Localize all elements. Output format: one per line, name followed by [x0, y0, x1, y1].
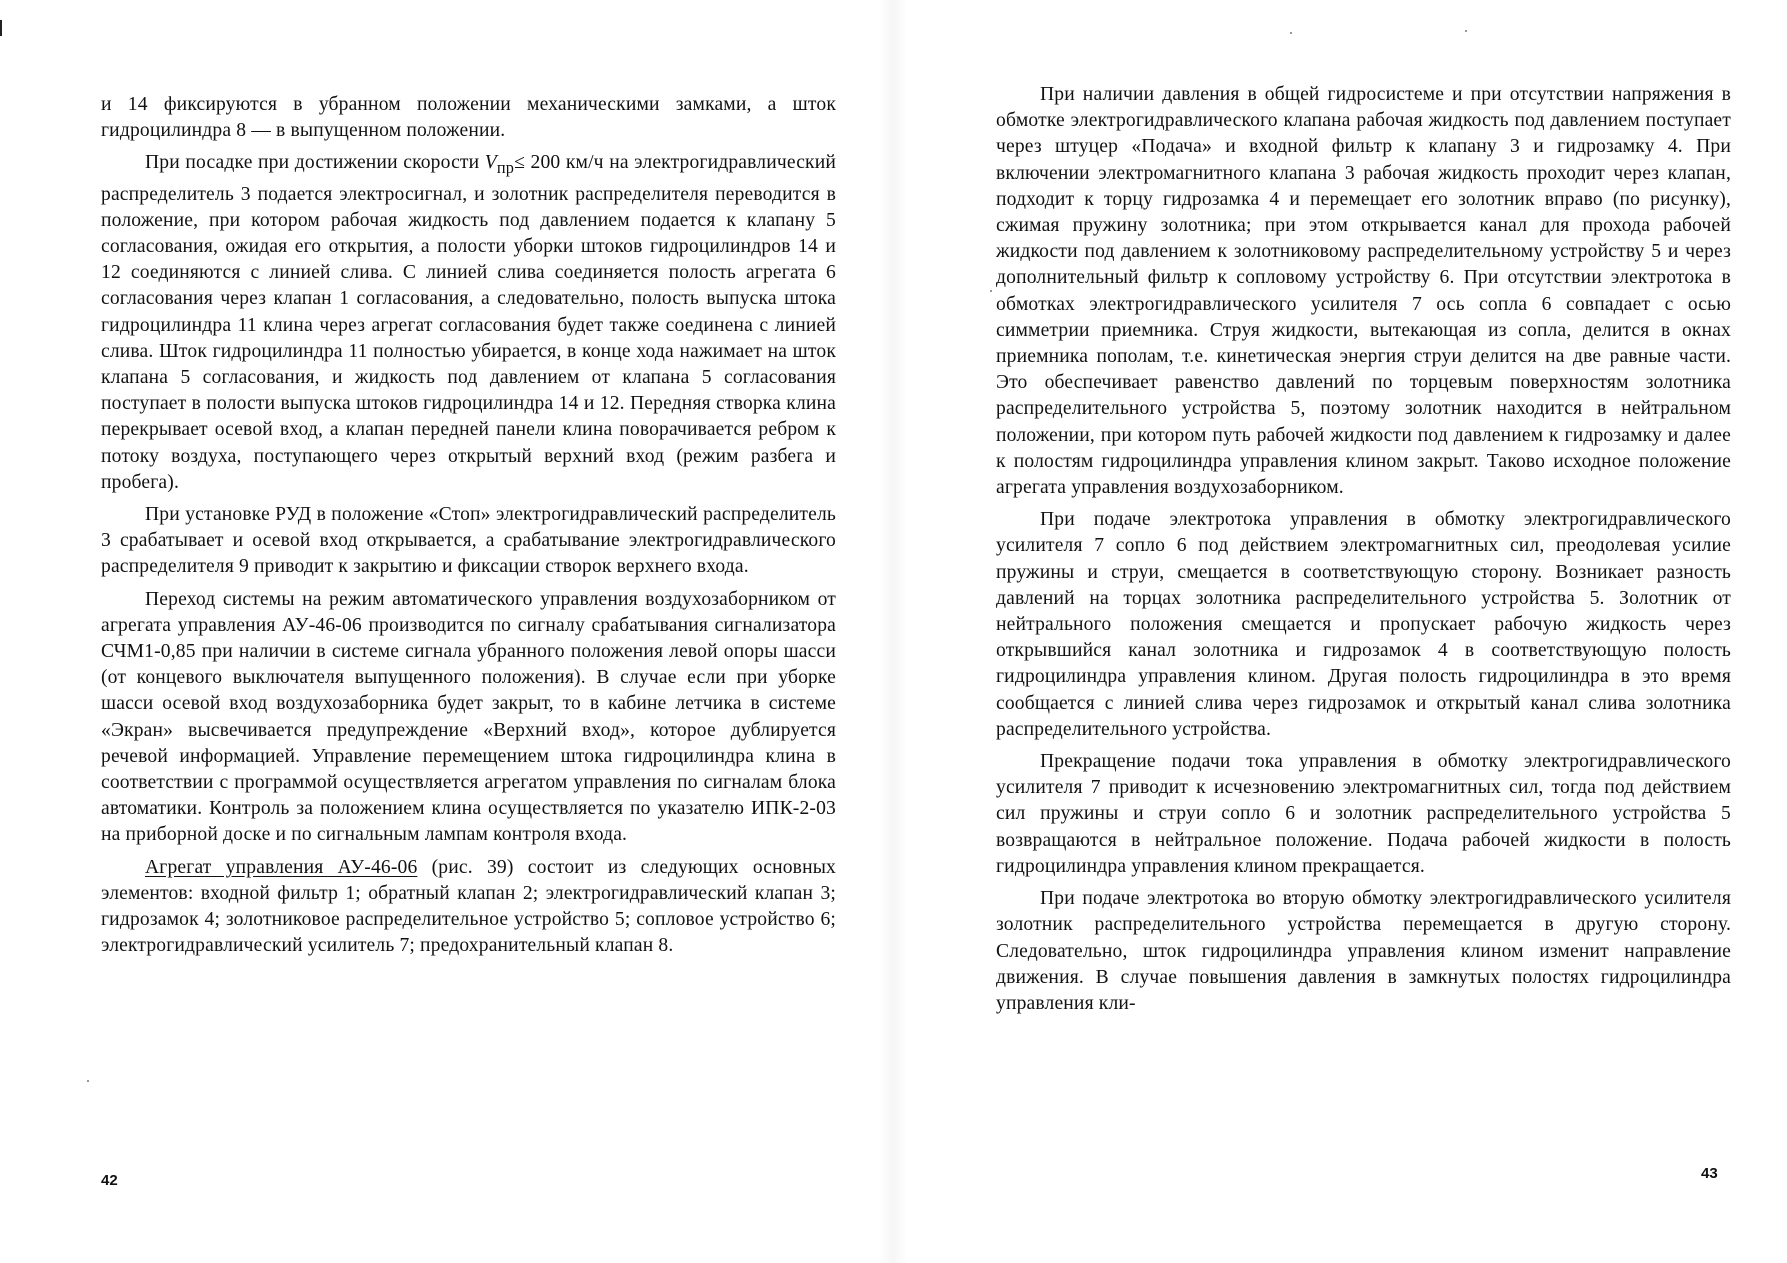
left-paragraph-2 — [101, 150, 836, 496]
underlined-heading: Агрегат управления АУ-46-06 — [145, 856, 418, 878]
left-paragraph-5 — [101, 855, 836, 960]
left-paragraph-3: При установке РУД в положение «Стоп» электрогидравлический распределитель 3 срабатывает и осевой вход открывается, а срабатывание электрогидравлического распределителя 9 приводит к закрытию и фиксации створок верхнего входа. — [101, 503, 836, 578]
right-paragraph-2: При подаче электротока управления в обмотку электрогидравлического усилителя 7 сопло 6 под действием электромагнитных сил, преодолевая усилие пружины и струи, смещается в соответствующую сторону. Возникает разность давлений на торцах золотника распределительного устройства 5. Золотник от нейтрального положения смещается и пропускает рабочую жидкость через открывшийся канал золотника и гидрозамок 4 в соответствующую полость гидроцилиндра управления клином. Другая полость гидроцилиндра в это время сообщается с линией слива через гидрозамок и открытый канал слива золотника распределительного устройства. — [996, 509, 1731, 740]
left-paragraph-4: Переход системы на режим автоматического управления воздухозаборником от агрегата управления АУ-46-06 производится по сигналу срабатывания сигнализатора СЧМ1-0,85 при наличии в системе сигнала убранного положения левой опоры шасси (от концевого выключателя выпущенного положения). В случае если при уборке шасси осевой вход воздухозаборника будет закрыт, то в кабине летчика в системе «Экран» высвечивается предупреждение «Верхний вход», которое дублируется речевой информацией. Управление перемещением штока гидроцилиндра клина в соответствии с программой осуществляется агрегатом управления по сигналам блока автоматики. Контроль за положением клина осуществляется по указателю ИПК-2-03 на приборной доске и по сигнальным лампам контроля входа. — [101, 588, 836, 846]
paragraph-text: (рис. 39) состоит из следующих основных элементов: входной фильтр 1; обратный клапан 2; электрогидравлический клапан 3; гидрозамок 4; золотниковое распределительное устройство 5; сопловое устройство 6; электрогидравлический усилитель 7; предохранительный клапан 8. — [101, 856, 836, 957]
right-page-text — [996, 82, 1731, 1023]
right-paragraph-3: Прекращение подачи тока управления в обмотку электрогидравлического усилителя 7 приводит к исчезновению электромагнитных сил, тогда под действием сил пружины и струи сопло 6 и золотник распределительного устройства 5 возвращаются в нейтральное положение. Подача рабочей жидкости в полость гидроцилиндра управления клином прекращается. — [996, 751, 1731, 877]
left-page-text — [101, 92, 836, 965]
velocity-symbol: V — [484, 152, 497, 174]
page-number-left: 42 — [101, 1172, 118, 1189]
page-number-right: 43 — [1701, 1165, 1718, 1182]
right-paragraph-1: При наличии давления в общей гидросистеме и при отсутствии напряжения в обмотке электрогидравлического клапана рабочая жидкость под давлением поступает через штуцер «Подача» и входной фильтр к клапану 3 и гидрозамку 4. При включении электромагнитного клапана 3 рабочая жидкость проходит через клапан, подходит к торцу гидрозамка 4 и перемещает его золотник вправо (по рисунку), сжимая пружину золотника; при этом открывается канал для прохода рабочей жидкости под давлением к золотниковому распределительному устройству 5 и через дополнительный фильтр к сопловому устройству 6. При отсутствии электротока в обмотках электрогидравлического усилителя 7 ось сопла 6 совпадает с осью симметрии приемника. Струя жидкости, вытекающая из сопла, делится в окнах приемника пополам, т.е. кинетическая энергия струи делится на две равные части. Это обеспечивает равенство давлений по торцевым поверхностям золотника распределительного устройства 5, поэтому золотник находится в нейтральном положении, при котором путь рабочей жидкости под давлением к гидрозамку и далее к полостям гидроцилиндра управления клином закрыт. Таково исходное положение агрегата управления воздухозаборником. — [996, 84, 1731, 499]
paragraph-text: ≤ 200 км/ч на электрогидравлический распределитель 3 подается электросигнал, и золотник распределителя переводится в положение, при котором рабочая жидкость под давлением подается к клапану 5 согласования, ожидая его открытия, а полости уборки штоков гидроцилиндров 14 и 12 соединяются с линией слива. С линией слива соединяется полость агрегата 6 согласования через клапан 1 согласования, а следовательно, полость выпуска штока гидроцилиндра 11 клина через агрегат согласования будет также соединена с линией слива. Шток гидроцилиндра 11 полностью убирается, в конце хода нажимает на шток клапана 5 согласования, и жидкость под давлением от клапана 5 согласования поступает в полости выпуска штоков гидроцилиндра 14 и 12. Передняя створка клина перекрывает осевой вход, а клапан передней панели клина поворачивается ребром к потоку воздуха, поступающего через открытый верхний вход (режим разбега и пробега). — [101, 152, 836, 493]
left-paragraph-1: и 14 фиксируются в убранном положении механическими замками, а шток гидроцилиндра 8 — в выпущенном положении. — [101, 94, 836, 142]
right-page — [893, 0, 1787, 1263]
left-page — [0, 0, 893, 1263]
right-paragraph-4: При подаче электротока во вторую обмотку электрогидравлического усилителя золотник распределительного устройства перемещается в другую сторону. Следовательно, шток гидроцилиндра управления клином изменит направление движения. В случае повышения давления в замкнутых полостях гидроцилиндра управления кли- — [996, 888, 1731, 1014]
paragraph-text: При посадке при достижении скорости — [145, 152, 485, 174]
velocity-subscript: пр — [496, 158, 515, 178]
